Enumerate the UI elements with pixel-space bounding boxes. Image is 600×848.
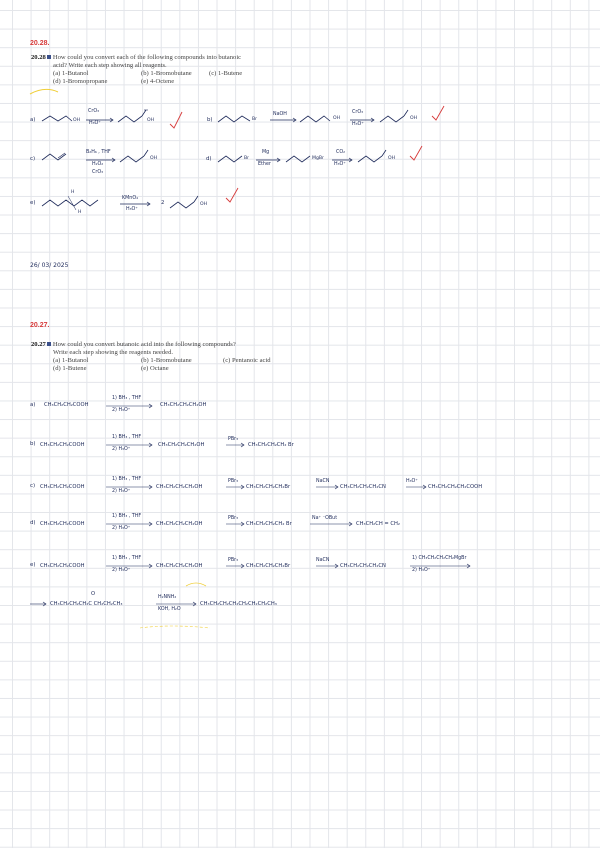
question-2027-line-1: How could you convert butanoic acid into the following compounds? xyxy=(52,341,236,348)
answer2-b-product-1: CH₃CH₂CH₂CH₂OH xyxy=(158,442,205,448)
answer2-e-reagent-6a: H₂NNH₂ xyxy=(158,595,177,600)
option-2027-e: (e) Octane xyxy=(141,365,169,372)
answer2-e-reagent-5b: 2) H₃O⁺ xyxy=(412,568,431,573)
answer2-a-label: a) xyxy=(30,402,36,408)
answer2-c-start: CH₃CH₂CH₂COOH xyxy=(40,484,85,490)
answer-c-reagent-note: CrO₃ xyxy=(92,170,104,175)
option-b: (b) 1-Bromobutane xyxy=(141,70,192,77)
option-a: (a) 1-Butanol xyxy=(53,70,89,77)
answer-b-substituent: Br xyxy=(252,117,258,122)
answer-a-label: a) xyxy=(30,117,36,123)
answer2-d-reagent-4: Na⁺ ⁻OBut xyxy=(312,516,338,521)
question-number-2027: 20.27 xyxy=(31,341,46,348)
answer-c-reagent-top: B₂H₆ , THF xyxy=(86,150,111,155)
answer2-c-reagent-5: H₃O⁺ xyxy=(406,479,418,484)
answer2-b-start: CH₃CH₂CH₂COOH xyxy=(40,442,85,448)
option-2027-a: (a) 1-Butanol xyxy=(53,357,89,364)
answer2-c-product-2: CH₃CH₂CH₂CH₂Br xyxy=(246,484,291,490)
answer2-c-reagent-4: NaCN xyxy=(316,479,330,484)
answer2-e-product-2: CH₃CH₂CH₂CH₂Br xyxy=(246,563,291,569)
answer2-d-reagent-3: PBr₃ xyxy=(228,516,239,521)
answer2-c-reagent-1: 1) BH₃ , THF xyxy=(112,477,142,482)
answer2-b-reagent-2: 2) H₃O⁺ xyxy=(112,447,131,452)
answer-d-reagent-2-bottom: H₃O⁺ xyxy=(334,162,346,167)
question-line-2: acid? Write each step showing all reagents. xyxy=(53,62,167,69)
answer2-e-reagent-5a: 1) CH₃CH₂CH₂CH₂MgBr xyxy=(412,556,467,561)
answer2-d-reagent-1: 1) BH₃ , THF xyxy=(112,514,142,519)
question-line-1: How could you convert each of the following compounds into butanoic xyxy=(52,54,242,61)
answer2-d-reagent-2: 2) H₃O⁺ xyxy=(112,526,131,531)
answer-b-product-oh: OH xyxy=(410,116,418,121)
answer-b-intermediate-oh: OH xyxy=(333,116,341,121)
answer2-d-product-2: CH₃CH₂CH₂CH₂ Br xyxy=(246,521,292,527)
answer2-e-reagent-3: PBr₃ xyxy=(228,558,239,563)
answer-d-label: d) xyxy=(206,156,212,162)
answer-d-product-oh: OH xyxy=(388,156,396,161)
answer2-e-label: e) xyxy=(30,562,36,568)
answer2-a-start: CH₃CH₂CH₂COOH xyxy=(44,402,89,408)
answer2-d-start: CH₃CH₂CH₂COOH xyxy=(40,521,85,527)
question-2027-line-2: Write each step showing the reagents needed. xyxy=(53,349,174,356)
answer2-e-reagent-6b: KOH, H₂O xyxy=(158,607,181,612)
answer-e-coefficient: 2 xyxy=(161,200,165,206)
option-d: (d) 1-Bromopropane xyxy=(53,78,108,85)
answer-b-reagent-2-top: CrO₃ xyxy=(352,110,364,115)
answer2-c-product-4: CH₃CH₂CH₂CH₂COOH xyxy=(428,484,483,490)
answer-d-intermediate: MgBr xyxy=(312,156,324,161)
date-stamp: 26/ 03/ 2025 xyxy=(30,262,69,269)
answer-e-h-bottom: H xyxy=(78,210,82,215)
answer-e-label: e) xyxy=(30,200,36,206)
answer2-e-product-3: CH₃CH₂CH₂CH₂CN xyxy=(340,563,386,569)
option-2027-b: (b) 1-Bromobutane xyxy=(141,357,192,364)
answer2-c-product-3: CH₃CH₂CH₂CH₂CN xyxy=(340,484,386,490)
answer-e-reagent-bottom: H₃O⁺ xyxy=(126,207,138,212)
answer-b-label: b) xyxy=(207,117,213,123)
answer-e-h-top: H xyxy=(71,190,75,195)
answer-c-product-oh: OH xyxy=(150,156,158,161)
option-2027-d: (d) 1-Butene xyxy=(53,365,87,372)
answer2-e-carbonyl-o: O xyxy=(91,591,96,597)
option-e: (e) 4-Octene xyxy=(141,78,175,85)
option-2027-c: (c) Pentanoic acid xyxy=(223,357,271,364)
answer2-d-product-3: CH₃CH₂CH = CH₂ xyxy=(356,521,400,527)
answer2-d-product-1: CH₃CH₂CH₂CH₂OH xyxy=(156,521,203,527)
answer-b-reagent-2-bottom: H₃O⁺ xyxy=(352,122,364,127)
option-c: (c) 1-Butene xyxy=(209,70,243,77)
answer2-e-reagent-1: 1) BH₃ , THF xyxy=(112,556,142,561)
answer2-e-final-product: CH₃CH₂CH₂CH₂CH₂CH₂CH₂CH₃ xyxy=(200,601,277,607)
answer2-c-label: c) xyxy=(30,483,36,489)
answer2-b-product-2: CH₃CH₂CH₂CH₂ Br xyxy=(248,442,294,448)
answer-a-reagent-top: CrO₃ xyxy=(88,109,100,114)
answer2-c-product-1: CH₃CH₂CH₂CH₂OH xyxy=(156,484,203,490)
answer-d-reagent-1-top: Mg xyxy=(262,150,270,155)
answer-d-substituent: Br xyxy=(244,156,250,161)
answer-a-product-oh: OH xyxy=(147,118,155,123)
answer-e-reagent-top: KMnO₄ xyxy=(122,196,139,201)
answer-b-reagent-1: NaOH xyxy=(273,112,287,117)
answer-d-reagent-2-top: CO₂ xyxy=(336,150,346,155)
answer2-a-reagent-1: 1) BH₃ , THF xyxy=(112,396,142,401)
answer2-e-reagent-4: NaCN xyxy=(316,558,330,563)
answer-d-reagent-1-bottom: Ether xyxy=(258,162,271,167)
answer2-b-label: b) xyxy=(30,441,36,447)
answer2-e-ketone: CH₃CH₂CH₂CH₂C CH₂CH₂CH₃ xyxy=(50,601,123,607)
answer2-e-product-1: CH₃CH₂CH₂CH₂OH xyxy=(156,563,203,569)
answer-a-substituent: OH xyxy=(73,118,81,123)
section-number-2027: 20.27. xyxy=(30,322,50,329)
answer2-e-reagent-2: 2) H₃O⁺ xyxy=(112,568,131,573)
answer-c-reagent-bottom: H₂O₂ xyxy=(92,162,104,167)
answer2-c-reagent-2: 2) H₃O⁺ xyxy=(112,489,131,494)
answer2-a-reagent-2: 2) H₃O⁺ xyxy=(112,408,131,413)
section-number-2028: 20.28. xyxy=(30,40,50,47)
answer-e-product-oh: OH xyxy=(200,202,208,207)
answer2-b-reagent-1: 1) BH₃ , THF xyxy=(112,435,142,440)
answer2-d-label: d) xyxy=(30,520,36,526)
answer2-a-product: CH₃CH₂CH₂CH₂OH xyxy=(160,402,207,408)
question-number: 20.28 xyxy=(31,54,46,61)
answer2-c-reagent-3: PBr₃ xyxy=(228,479,239,484)
answer2-e-start: CH₃CH₂CH₂COOH xyxy=(40,563,85,569)
answer-a-reagent-bottom: H₃O⁺ xyxy=(89,121,101,126)
answer-c-label: c) xyxy=(30,156,36,162)
answer2-b-reagent-3: PBr₃ xyxy=(228,437,239,442)
